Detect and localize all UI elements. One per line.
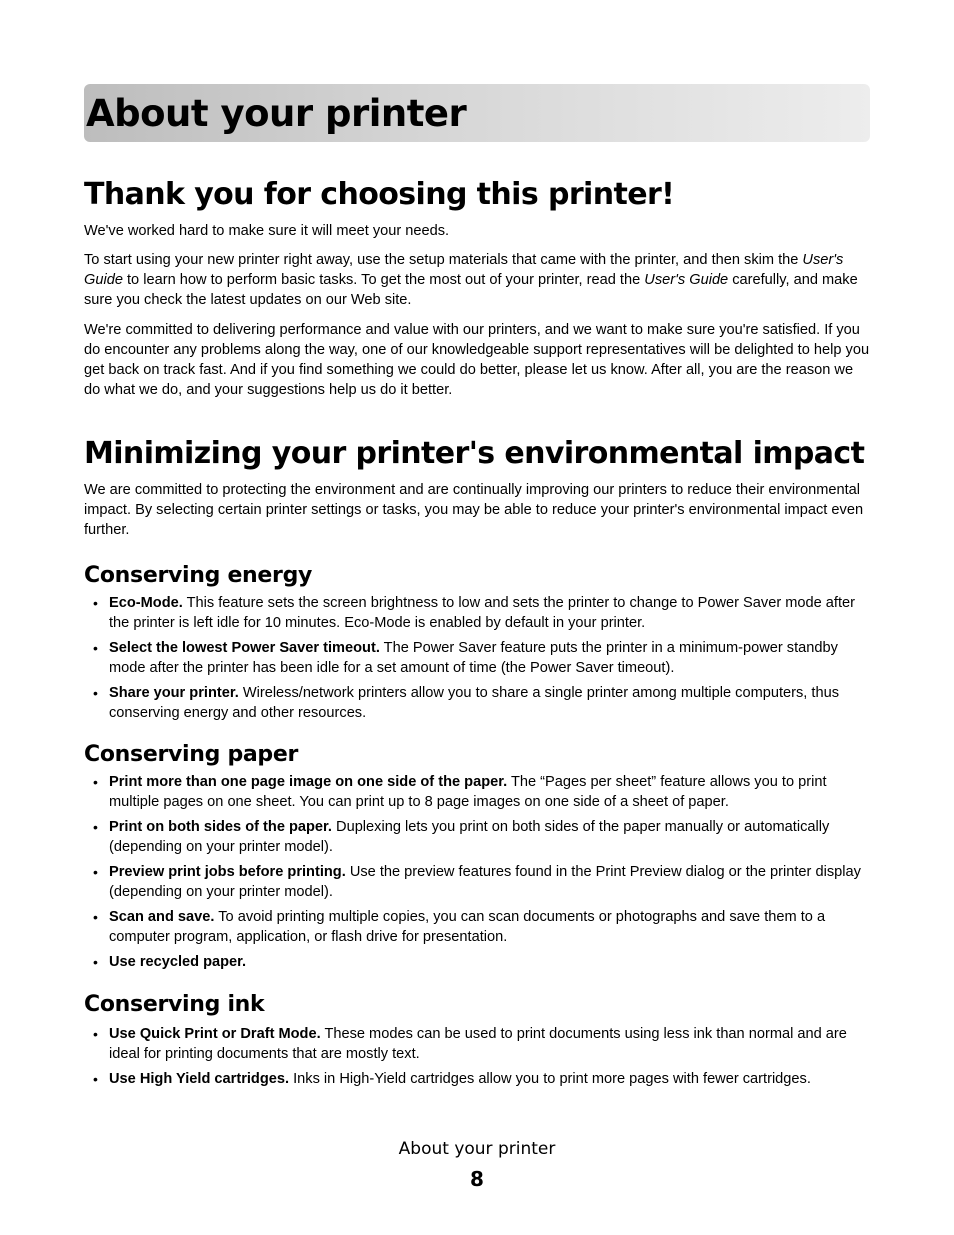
item-text: Wireless/network printers allow you to share a single printer among multiple computers, thus conserving energy and other resources.: [109, 685, 839, 722]
bullet-icon: •: [93, 595, 98, 612]
item-label: Print more than one page image on one side of the paper.: [109, 774, 508, 791]
item-label: Use recycled paper.: [109, 954, 247, 971]
paper-list: [84, 772, 870, 972]
item-label: Use High Yield cartridges.: [109, 1070, 290, 1087]
bullet-icon: •: [93, 954, 98, 971]
item-label: Select the lowest Power Saver timeout.: [109, 640, 380, 657]
bullet-icon: •: [93, 774, 98, 791]
list-item: [84, 593, 870, 633]
thank-you-heading: Thank you for choosing this printer!: [84, 177, 675, 212]
list-item: [84, 817, 870, 857]
item-label: Scan and save.: [109, 909, 215, 926]
bullet-icon: •: [93, 1070, 98, 1087]
bullet-icon: •: [93, 819, 98, 836]
users-guide-reference: User's Guide: [84, 252, 844, 288]
list-item: [84, 907, 870, 947]
bullet-icon: •: [93, 909, 98, 926]
chapter-title: About your printer: [86, 91, 467, 135]
page-number: 8: [470, 1167, 484, 1191]
item-text: These modes can be used to print documents using less ink than normal and are ideal for printing documents that are mostly text.: [109, 1025, 847, 1062]
list-item: [84, 772, 870, 812]
energy-list: [84, 593, 870, 723]
conserving-ink-heading: Conserving ink: [84, 992, 265, 1018]
conserving-paper-heading: Conserving paper: [84, 742, 299, 768]
text-run: to learn how to perform basic tasks. To get the most out of your printer, read the: [122, 272, 645, 288]
environment-intro: We are committed to protecting the environment and are continually improving our printers to reduce their environmental impact. By selecting certain printer settings or tasks, you may be able to reduce your printer's environmental impact even further.: [84, 482, 864, 538]
item-label: Share your printer.: [109, 685, 239, 702]
item-label: Eco-Mode.: [109, 595, 183, 612]
ink-list: [84, 1024, 870, 1089]
item-text: Use the preview features found in the Print Preview dialog or the printer display (depending on your printer model).: [109, 864, 861, 901]
list-item: [84, 952, 870, 972]
item-label: Preview print jobs before printing.: [109, 864, 346, 881]
thank-you-paragraph-1: We've worked hard to make sure it will meet your needs.: [84, 223, 450, 239]
item-text: To avoid printing multiple copies, you can scan documents or photographs and save them to a computer program, application, or flash drive for presentation.: [109, 909, 826, 946]
list-item: [84, 862, 870, 902]
item-text: Inks in High-Yield cartridges allow you to print more pages with fewer cartridges.: [289, 1070, 811, 1087]
bullet-icon: •: [93, 864, 98, 881]
list-item: [84, 1024, 870, 1064]
bullet-icon: •: [93, 685, 98, 702]
list-item: [84, 1069, 870, 1089]
footer-title: About your printer: [398, 1139, 556, 1159]
text-run: carefully, and make sure you check the latest updates on our Web site.: [84, 272, 858, 308]
chapter-banner: [84, 84, 870, 142]
environment-heading: Minimizing your printer's environmental impact: [84, 436, 865, 471]
text-run: To start using your new printer right away, use the setup materials that came with the printer, and then skim the: [84, 252, 803, 268]
users-guide-reference: User's Guide: [644, 272, 729, 288]
item-text: Duplexing lets you print on both sides of the paper manually or automatically (depending on your printer model).: [109, 819, 830, 856]
thank-you-paragraph-3: We're committed to delivering performance and value with our printers, and we want to make sure you're satisfied. If you do encounter any problems along the way, one of our knowledgeable support representatives will be delighted to help you get back on track fast. And if you find something we could do better, please let us know. After all, you are the reason we do what we do, and your suggestions help us do it better.: [84, 322, 870, 398]
item-text: The Power Saver feature puts the printer in a minimum-power standby mode after the printer has been idle for a set amount of time (the Power Saver timeout).: [109, 640, 838, 677]
bullet-icon: •: [93, 1025, 98, 1042]
item-text: The “Pages per sheet” feature allows you to print multiple pages on one sheet. You can print up to 8 page images on one side of a sheet of paper.: [109, 774, 827, 811]
page-content: [84, 84, 870, 1089]
item-label: Use Quick Print or Draft Mode.: [109, 1025, 321, 1042]
item-label: Print on both sides of the paper.: [109, 819, 332, 836]
conserving-energy-heading: Conserving energy: [84, 563, 313, 588]
item-text: This feature sets the screen brightness to low and sets the printer to change to Power Saver mode after the printer is left idle for 10 minutes. Eco-Mode is enabled by default in your printer.: [109, 595, 855, 632]
list-item: [84, 683, 870, 723]
list-item: [84, 638, 870, 678]
bullet-icon: •: [93, 640, 98, 657]
thank-you-paragraph-2: [84, 250, 870, 310]
